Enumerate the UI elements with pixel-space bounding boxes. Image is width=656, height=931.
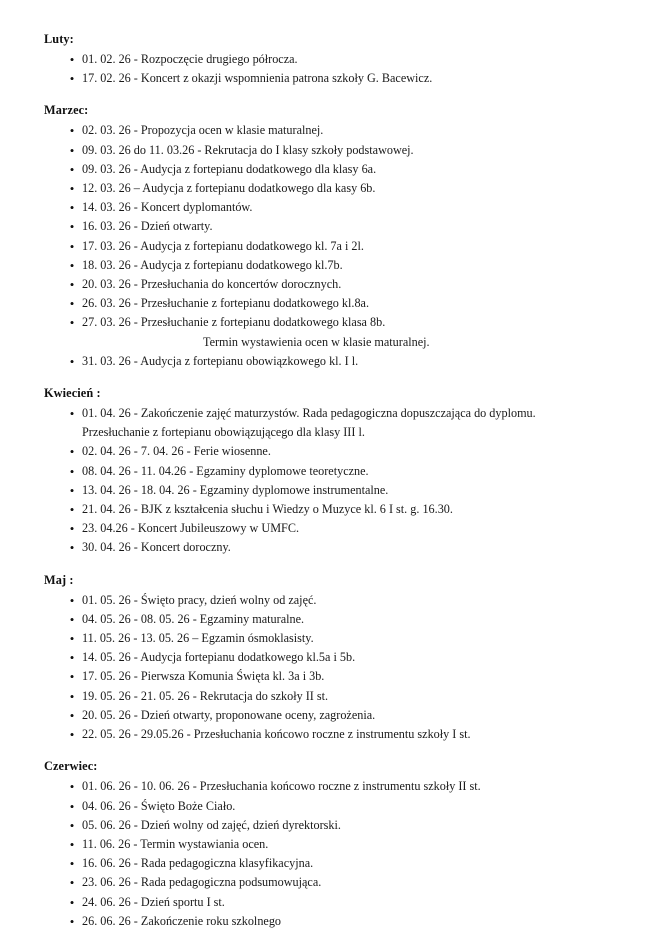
bullet-icon: • [69,521,75,537]
event-text: 16. 03. 26 - Dzień otwarty. [82,219,213,234]
list-item [44,294,600,313]
event-list [44,777,600,931]
list-item [44,404,600,442]
bullet-icon: • [69,123,75,139]
list-item [44,873,600,892]
month-heading: Kwiecień : [44,386,101,401]
bullet-icon: • [69,798,75,814]
list-item [44,462,600,481]
list-item [44,667,600,686]
bullet-icon: • [69,406,75,422]
list-item [44,816,600,835]
bullet-icon: • [69,71,75,87]
event-text: 17. 02. 26 - Koncert z okazji wspomnienia patrona szkoły G. Bacewicz. [82,71,433,86]
month-section [44,384,600,558]
list-item [44,854,600,873]
list-item [44,442,600,461]
list-item [44,538,600,557]
list-item [44,352,600,371]
bullet-icon: • [69,707,75,723]
event-text: 02. 03. 26 - Propozycja ocen w klasie maturalnej. [82,123,324,138]
event-list [44,591,600,745]
event-text: 20. 05. 26 - Dzień otwarty, proponowane oceny, zagrożenia. [82,707,376,722]
list-item [44,217,600,236]
event-text: 12. 03. 26 – Audycja z fortepianu dodatkowego dla kasy 6b. [82,181,376,196]
list-item [44,50,600,69]
event-text: 02. 04. 26 - 7. 04. 26 - Ferie wiosenne. [82,444,271,459]
bullet-icon: • [69,315,75,331]
list-item [44,629,600,648]
month-section [44,101,600,371]
list-item [44,313,600,351]
list-item [44,835,600,854]
bullet-icon: • [69,540,75,556]
list-item [44,797,600,816]
event-text: 09. 03. 26 do 11. 03.26 - Rekrutacja do I klasy szkoły podstawowej. [82,142,414,157]
event-text: 18. 03. 26 - Audycja z fortepianu dodatkowego kl.7b. [82,257,343,272]
bullet-icon: • [69,200,75,216]
event-text: 20. 03. 26 - Przesłuchania do koncertów dorocznych. [82,277,342,292]
list-item [44,687,600,706]
bullet-icon: • [69,875,75,891]
list-item [44,256,600,275]
month-heading: Marzec: [44,103,89,118]
event-text: 19. 05. 26 - 21. 05. 26 - Rekrutacja do szkoły II st. [82,688,329,703]
list-item [44,648,600,667]
event-text: 27. 03. 26 - Przesłuchanie z fortepianu dodatkowego klasa 8b. [82,315,386,330]
list-item [44,610,600,629]
event-text: 01. 06. 26 - 10. 06. 26 - Przesłuchania końcowo roczne z instrumentu szkoły II st. [82,779,481,794]
bullet-icon: • [69,611,75,627]
event-text: 04. 05. 26 - 08. 05. 26 - Egzaminy maturalne. [82,611,305,626]
event-list [44,404,600,558]
event-text: 23. 04.26 - Koncert Jubileuszowy w UMFC. [82,521,299,536]
bullet-icon: • [69,779,75,795]
event-text: 14. 05. 26 - Audycja fortepianu dodatkowego kl.5a i 5b. [82,650,356,665]
event-text: 22. 05. 26 - 29.05.26 - Przesłuchania końcowo roczne z instrumentu szkoły I st. [82,727,471,742]
list-item [44,69,600,88]
event-text: 14. 03. 26 - Koncert dyplomantów. [82,200,253,215]
list-item [44,160,600,179]
event-continuation-text: Termin wystawienia ocen w klasie maturalnej. [203,334,430,349]
bullet-icon: • [69,502,75,518]
event-text: 01. 04. 26 - Zakończenie zajęć maturzystów. Rada pedagogiczna dopuszczająca do dyplomu. Przesłuchanie z fortepianu obowiązującego dla klasy III l. [82,406,536,440]
bullet-icon: • [69,257,75,273]
event-text: 11. 05. 26 - 13. 05. 26 – Egzamin ósmoklasisty. [82,631,314,646]
event-list [44,121,600,371]
sections-container [44,30,600,931]
event-text: 08. 04. 26 - 11. 04.26 - Egzaminy dyplomowe teoretyczne. [82,463,369,478]
event-text: 05. 06. 26 - Dzień wolny od zajęć, dzień dyrektorski. [82,817,341,832]
list-item [44,141,600,160]
list-item [44,519,600,538]
bullet-icon: • [69,219,75,235]
list-item [44,237,600,256]
list-item [44,481,600,500]
list-item [44,725,600,744]
event-text: 09. 03. 26 - Audycja z fortepianu dodatkowego dla klasy 6a. [82,161,377,176]
bullet-icon: • [69,688,75,704]
event-text: 16. 06. 26 - Rada pedagogiczna klasyfikacyjna. [82,856,314,871]
bullet-icon: • [69,856,75,872]
bullet-icon: • [69,161,75,177]
event-text: 17. 03. 26 - Audycja z fortepianu dodatkowego kl. 7a i 2l. [82,238,364,253]
bullet-icon: • [69,142,75,158]
list-item [44,591,600,610]
bullet-icon: • [69,913,75,929]
bullet-icon: • [69,277,75,293]
event-text: 23. 06. 26 - Rada pedagogiczna podsumowująca. [82,875,322,890]
event-text: 21. 04. 26 - BJK z kształcenia słuchu i Wiedzy o Muzyce kl. 6 I st. g. 16.30. [82,502,453,517]
bullet-icon: • [69,52,75,67]
bullet-icon: • [69,592,75,608]
list-item [44,121,600,140]
list-item [44,275,600,294]
list-item [44,706,600,725]
month-heading: Luty: [44,32,74,46]
event-text: 24. 06. 26 - Dzień sportu I st. [82,894,225,909]
bullet-icon: • [69,238,75,254]
event-text: 11. 06. 26 - Termin wystawiania ocen. [82,836,269,851]
bullet-icon: • [69,463,75,479]
list-item [44,893,600,912]
bullet-icon: • [69,727,75,743]
event-text: 26. 03. 26 - Przesłuchanie z fortepianu dodatkowego kl.8a. [82,296,370,311]
event-text: 26. 06. 26 - Zakończenie roku szkolnego [82,913,282,928]
month-heading: Maj : [44,572,74,587]
month-section [44,571,600,745]
bullet-icon: • [69,353,75,369]
list-item [44,500,600,519]
event-text: 13. 04. 26 - 18. 04. 26 - Egzaminy dyplomowe instrumentalne. [82,482,389,497]
event-text: 30. 04. 26 - Koncert doroczny. [82,540,231,555]
bullet-icon: • [69,181,75,197]
bullet-icon: • [69,650,75,666]
event-text: 04. 06. 26 - Święto Boże Ciało. [82,798,236,813]
bullet-icon: • [69,836,75,852]
event-text: 01. 02. 26 - Rozpoczęcie drugiego półrocza. [82,52,298,66]
list-item [44,179,600,198]
bullet-icon: • [69,894,75,910]
bullet-icon: • [69,669,75,685]
event-list [44,50,600,88]
bullet-icon: • [69,631,75,647]
event-text: 17. 05. 26 - Pierwsza Komunia Święta kl. 3a i 3b. [82,669,325,684]
bullet-icon: • [69,482,75,498]
list-item [44,777,600,796]
bullet-icon: • [69,444,75,460]
list-item [44,198,600,217]
bullet-icon: • [69,296,75,312]
bullet-icon: • [69,817,75,833]
event-text: 01. 05. 26 - Święto pracy, dzień wolny od zajęć. [82,592,317,607]
month-section [44,757,600,931]
month-heading: Czerwiec: [44,759,98,774]
month-section [44,30,600,88]
event-text: 31. 03. 26 - Audycja z fortepianu obowiązkowego kl. I l. [82,353,359,368]
